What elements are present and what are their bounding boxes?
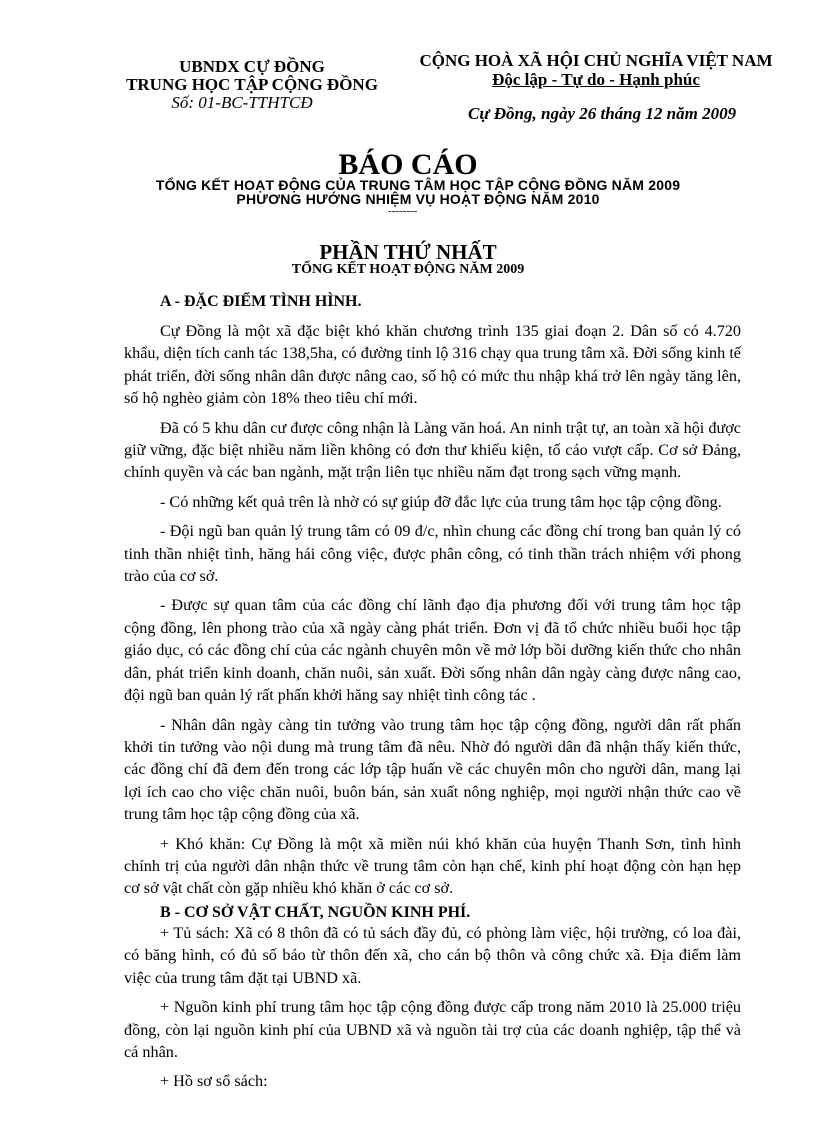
org-name-line2: TRUNG HỌC TẬP CỘNG ĐỒNG <box>126 75 378 94</box>
motto: Độc lập - Tự do - Hạnh phúc <box>492 70 700 89</box>
org-name-line1: UBNDX CỰ ĐỒNG <box>179 57 325 76</box>
place-date: Cự Đồng, ngày 26 tháng 12 năm 2009 <box>468 104 737 123</box>
section-b-body <box>124 922 741 1093</box>
paragraph: + Tủ sách: Xã có 8 thôn đã có tủ sách đầy đủ, có phòng làm việc, hội trường, có loa đài, có băng hình, có đủ số báo từ thôn đến xã, cho cán bộ thôn và công chức xã. Địa điểm làm việc của trung tâm đặt tại UBND xã. <box>124 924 741 987</box>
section-b-heading: B - CƠ SỞ VẬT CHẤT, NGUỒN KINH PHÍ. <box>160 904 471 921</box>
paragraph: + Hồ sơ sổ sách: <box>160 1072 268 1091</box>
section-a-body <box>124 320 741 900</box>
report-subtitle-1: TỔNG KẾT HOẠT ĐỘNG CỦA TRUNG TÂM HỌC TẬP CỘNG ĐỒNG NĂM 2009 <box>155 177 681 193</box>
paragraph: - Đội ngũ ban quản lý trung tâm có 09 đ/c, nhìn chung các đồng chí trong ban quản lý có tinh thần nhiệt tình, hăng hái công việc, được phân công, có tinh thần trách nhiệm với phong trào của cơ sở. <box>124 522 741 586</box>
title-rule: -------- <box>388 205 418 217</box>
part-subheading: TỔNG KẾT HOẠT ĐỘNG NĂM 2009 <box>291 262 525 277</box>
document-number: Số: 01-BC-TTHTCĐ <box>171 93 313 112</box>
paragraph: Đã có 5 khu dân cư được công nhận là Làng văn hoá. An ninh trật tự, an toàn xã hội được giữ vững, đặc biệt nhiều năm liền không có đơn thư khiếu kiện, tố cáo vượt cấp. Cơ sở Đảng, chính quyền và các ban ngành, mặt trận liên tục nhiều năm đạt trong sạch vững mạnh. <box>124 418 741 482</box>
nation-block <box>408 52 784 89</box>
report-title: BÁO CÁO <box>338 148 478 181</box>
paragraph: + Khó khăn: Cự Đồng là một xã miền núi khó khăn của huyện Thanh Sơn, tình hình chính trị của người dân nhận thức về trung tâm còn hạn chế, kinh phí hoạt động còn hạn hẹp cơ sở vật chất còn gặp nhiều khó khăn ở các cơ sở. <box>124 834 741 898</box>
paragraph: + Nguồn kinh phí trung tâm học tập cộng đồng được cấp trong năm 2010 là 25.000 triệu đồng, còn lại nguồn kinh phí của UBND xã và nguồn tài trợ của các doanh nghiệp, tập thể và cá nhân. <box>124 998 741 1062</box>
paragraph: - Nhân dân ngày càng tin tưởng vào trung tâm học tập cộng đồng, người dân rất phấn khởi tin tưởng vào nội dung mà trung tâm đã nêu. Nhờ đó người dân đã nhận thấy kiến thức, các đồng chí đã đem đến trong các lớp tập huấn về các chuyên môn cho người dân, mang lại lợi ích cao cho việc chăn nuôi, buôn bán, sản xuất nông nghiệp, mọi người nhận thức cao về trung tâm học tập cộng đồng của xã. <box>124 715 741 824</box>
part-heading: PHẦN THỨ NHẤT <box>319 240 497 264</box>
org-block <box>118 58 386 112</box>
report-subtitle-2: PHƯƠNG HƯỚNG NHIỆM VỤ HOẠT ĐỘNG NĂM 2010 <box>236 191 600 207</box>
paragraph: - Được sự quan tâm của các đồng chí lãnh đạo địa phương đối với trung tâm học tập cộng đồng, lên phong trào của xã ngày càng phát triển. Đơn vị đã tổ chức nhiều buổi học tập giáo dục, có các đồng chí của các ngành chuyên môn về mở lớp bồi dưỡng kiến thức cho nhân dân, phát triển kinh doanh, chăn nuôi, sản xuất. Đời sống nhân dân ngày càng được nâng cao, đội ngũ ban quản lý rất phấn khởi hăng say nhiệt tình công tác . <box>124 596 741 705</box>
paragraph: Cự Đồng là một xã đặc biệt khó khăn chương trình 135 giai đoạn 2. Dân số có 4.720 khẩu, diện tích canh tác 138,5ha, có đường tỉnh lộ 316 chạy qua trung tâm xã. Đời sống kinh tế phát triển, đời sống nhân dân được nâng cao, số hộ có mức thu nhập khá trở lên ngày tăng lên, số hộ nghèo giảm còn 18% theo tiêu chí mới. <box>124 322 741 408</box>
section-a-heading: A - ĐẶC ĐIỂM TÌNH HÌNH. <box>160 293 362 310</box>
nation-title: CỘNG HOÀ XÃ HỘI CHỦ NGHĨA VIỆT NAM <box>419 51 773 70</box>
paragraph: - Có những kết quả trên là nhờ có sự giúp đỡ đắc lực của trung tâm học tập cộng đồng. <box>160 492 722 511</box>
